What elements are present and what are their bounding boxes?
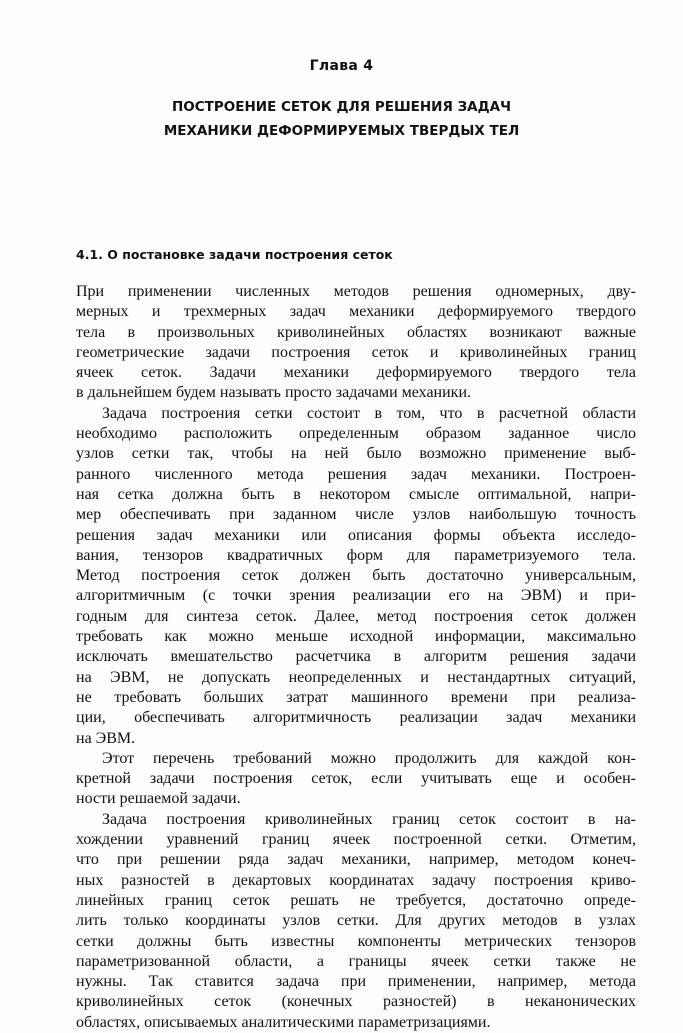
section-heading: 4.1. О постановке задачи построения сеток	[76, 247, 393, 262]
text-line: ранного численного метода решения задач механики. Построен-	[76, 465, 636, 483]
text-line: кретной задачи построения сеток, если учитывать еще и особен-	[76, 770, 636, 788]
text-line: сетки должны быть известны компоненты метрических тензоров	[76, 932, 636, 950]
text-line: в дальнейшем будем называть просто задачами механики.	[76, 384, 472, 402]
text-line: областях, описываемых аналитическими параметризациями.	[76, 1013, 491, 1031]
chapter-title-line: МЕХАНИКИ ДЕФОРМИРУЕМЫХ ТВЕРДЫХ ТЕЛ	[163, 123, 520, 139]
text-line: Этот перечень требований можно продолжить для каждой кон-	[102, 749, 636, 767]
text-line: исключать вмешательство расчетчика в алгоритм решения задачи	[76, 648, 636, 666]
text-line: не требовать больших затрат машинного времени при реализа-	[76, 688, 636, 706]
chapter-title-line: ПОСТРОЕНИЕ СЕТОК ДЛЯ РЕШЕНИЯ ЗАДАЧ	[171, 99, 511, 115]
text-line: линейных границ сеток решать не требуется, достаточно опреде-	[76, 891, 636, 909]
text-line: нужны. Так ставится задача при применении, например, метода	[76, 973, 636, 991]
text-line: на ЭВМ, не допускать неопределенных и нестандартных ситуаций,	[76, 668, 636, 686]
text-line: узлов сетки так, чтобы на ней было возможно применение выб-	[76, 445, 636, 463]
text-line: ячеек сеток. Задачи механики деформируемого твердого тела	[76, 364, 636, 382]
text-line: лить только координаты узлов сетки. Для других методов в узлах	[76, 912, 636, 930]
text-line: алгоритмичным (с точки зрения реализации его на ЭВМ) и при-	[76, 587, 636, 605]
text-line: параметризованной области, а границы ячеек сетки также не	[76, 952, 636, 970]
text-line: годным для синтеза сеток. Далее, метод построения сеток должен	[76, 607, 636, 625]
text-line: вания, тензоров квадратичных форм для параметризуемого тела.	[76, 546, 636, 564]
text-line: Задача построения сетки состоит в том, что в расчетной области	[102, 404, 636, 422]
text-line: ных разностей в декартовых координатах задачу построения криво-	[76, 871, 636, 889]
text-line: на ЭВМ.	[76, 729, 136, 747]
text-line: Метод построения сеток должен быть достаточно универсальным,	[76, 567, 636, 585]
text-line: мерных и трехмерных задач механики деформируемого твердого	[76, 303, 636, 321]
text-line: геометрические задачи построения сеток и криволинейных границ	[76, 343, 636, 361]
text-line: криволинейных сеток (конечных разностей) в неканонических	[76, 993, 636, 1011]
chapter-label: Глава 4	[309, 58, 374, 74]
text-line: ции, обеспечивать алгоритмичность реализации задач механики	[76, 709, 636, 727]
body-text	[76, 282, 636, 1033]
text-line: что при решении ряда задач механики, например, методом конеч-	[76, 851, 636, 869]
text-line: хождении уравнений границ ячеек построенной сетки. Отметим,	[76, 831, 636, 849]
chapter-title	[60, 95, 623, 143]
text-line: При применении численных методов решения одномерных, дву-	[76, 283, 636, 300]
text-line: ности решаемой задачи.	[76, 790, 241, 808]
text-line: ная сетка должна быть в некотором смысле оптимальной, напри-	[76, 485, 636, 503]
text-line: тела в произвольных криволинейных областях возникают важные	[76, 323, 636, 341]
text-line: решения задач механики или описания формы объекта исследо-	[76, 526, 636, 544]
text-line: необходимо расположить определенным образом заданное число	[76, 425, 636, 443]
text-line: требовать как можно меньше исходной информации, максимально	[76, 628, 636, 646]
text-line: Задача построения криволинейных границ сеток состоит в на-	[102, 810, 636, 828]
text-line: мер обеспечивать при заданном числе узлов наибольшую точность	[76, 506, 636, 524]
